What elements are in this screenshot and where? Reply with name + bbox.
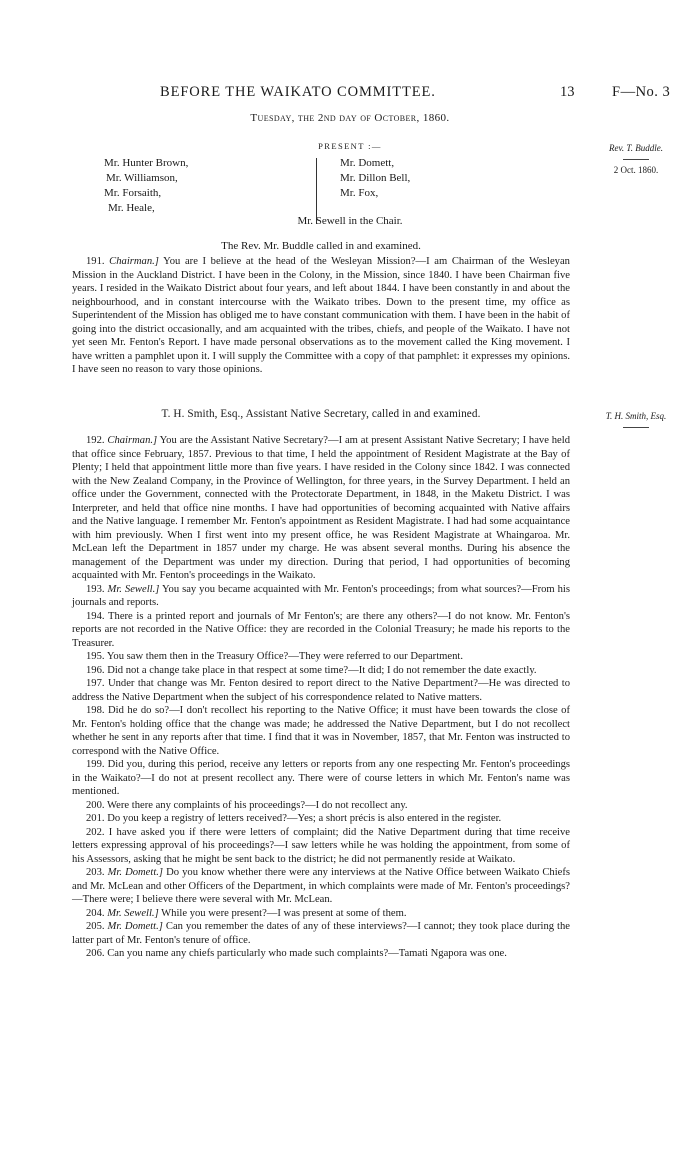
testimony-paragraph (72, 866, 570, 907)
chair-line: Mr. Sewell in the Chair. (297, 215, 403, 227)
testimony-paragraph (72, 583, 570, 610)
testimony-buddle (72, 255, 570, 377)
paragraph-text: Were there any complaints of his proceedings?—I do not recollect any. (107, 799, 408, 811)
testimony-paragraph (72, 799, 570, 813)
testimony-paragraph (72, 704, 570, 758)
speaker-label: Chairman.] (107, 435, 158, 446)
question-number: 205. (86, 921, 105, 932)
paragraph-text: You are the Assistant Native Secretary?—I am at present Assistant Native Secretary; I have held that office since February, 1857. Previous to that time, I held the appointment of Resident Magistrate at the Bay of Plenty; I held that appointment little more than five years. I have resided in the Colony since 1842. I was connected with the New Zealand Company, in the Province of Wellington, for three years, in the Survey Department. I held an office under the Government, connected with the Protectorate Department, in 1848, in the Maketu District. I was Interpreter, and held that office nine months. I have had opportunities of becoming acquainted with Native affairs and the Native language. I remember Mr. Fenton's appointment as Resident Magistrate. I had had some acquaintance with him previously. When I first went into my present office, he was Resident Magistrate at Whaingaroa. Mr. McLean left the Department in 1857 under my charge. He was absent several months. During his absence the management of the Department was under my direction. During that period, I had opportunities of becoming acquainted with Mr. Fenton's proceedings in the Waikato. (72, 435, 571, 581)
member-name: Mr. Williamson, (106, 172, 178, 184)
page-number: 13 (560, 84, 575, 100)
member-name: Mr. Heale, (108, 202, 155, 214)
question-number: 194. (86, 610, 105, 622)
paragraph-text: Do you know whether there were any interviews at the Native Office between Waikato Chiefs and Mr. McLean and other Officers of the Department, in which complaints were made of Mr. Fenton's proceedings?—There were; I believe there were several with Mr. McLean. (72, 867, 570, 905)
sitting-date: Tuesday, the 2nd day of October, 1860. (250, 112, 450, 124)
question-number: 203. (86, 867, 105, 878)
testimony-paragraph (72, 812, 570, 826)
paragraph-text: Did you, during this period, receive any letters or reports from any one respecting Mr. Fenton's proceedings in the Waikato?—I do not at present recollect any. There were of course letters in which Mr. Fenton's name was mentioned. (72, 759, 570, 797)
question-number: 199. (86, 759, 105, 770)
testimony-paragraph (72, 677, 570, 704)
member-name: Mr. Dillon Bell, (340, 172, 411, 184)
paragraph-text: Can you remember the dates of any of these interviews?—I cannot; they took place during the latter part of Mr. Fenton's tenure of office. (72, 921, 570, 946)
speaker-label: Mr. Sewell.] (107, 907, 159, 919)
paragraph-text: There is a printed report and journals of Mr Fenton's; are there any others?—I do not know. Mr. Fenton's reports are not recorded in the Native Office: they are recorded in the Colonial Treasury; he made his reports to the Treasurer. (72, 610, 570, 649)
margin-rule (623, 159, 649, 160)
question-number: 197. (86, 678, 105, 689)
testimony-paragraph (72, 664, 570, 678)
member-name: Mr. Domett, (340, 157, 395, 169)
member-name: Mr. Forsaith, (104, 187, 162, 199)
speaker-label: Mr. Domett.] (107, 921, 163, 932)
question-number: 193. (86, 583, 105, 595)
testimony-paragraph (72, 947, 570, 961)
margin-rule (623, 427, 649, 428)
testimony-paragraph (72, 758, 570, 799)
question-number: 192. (86, 435, 105, 446)
paragraph-text: You saw them then in the Treasury Office?—They were referred to our Department. (106, 651, 463, 662)
margin-note-smith (581, 410, 691, 432)
running-header-title: BEFORE THE WAIKATO COMMITTEE. (160, 84, 436, 100)
question-number: 191. (86, 256, 105, 267)
question-number: 204. (86, 907, 105, 919)
speaker-label: Mr. Domett.] (107, 867, 164, 878)
document-number: F—No. 3 (612, 84, 671, 100)
margin-witness-name: T. H. Smith, Esq. (605, 411, 667, 421)
members-left-column (104, 156, 188, 216)
members-right-column (340, 156, 410, 201)
question-number: 196. (86, 664, 105, 676)
testimony-paragraph (72, 920, 570, 947)
question-number: 202. (86, 826, 105, 838)
question-number: 201. (86, 813, 105, 824)
speaker-label: Mr. Sewell.] (107, 583, 160, 595)
question-number: 195. (86, 651, 105, 662)
testimony-paragraph (72, 255, 570, 377)
paragraph-text: I have asked you if there were letters of complaint; did the Native Department during that time receive letters expressing approval of his proceedings?—I saw letters while he was holding the appointment, from some of his Assessors, asking that he might be sent back to the district; he did not permanently reside at Waikato. (72, 826, 570, 865)
paragraph-text: While you were present?—I was present at some of them. (161, 907, 407, 919)
question-number: 206. (86, 948, 105, 959)
question-number: 198. (86, 705, 105, 716)
paragraph-text: You are I believe at the head of the Wesleyan Mission?—I am Chairman of the Wesleyan Mission in the Auckland District. I have been in the Colony, in the Mission, since 1840. I have been Chairman five years. I resided in the Waikato District about four years, and left about 1844. I have been constantly in and about the neighbourhood, and in constant intercourse with the Waikato tribes. Down to the present time, my office as Superintendent of the Mission has obliged me to have constant communication with them. I have been in the habit of going into the district occasionally, and am acquainted with the tribes, chiefs, and people of the Waikato. I have not yet seen Mr. Fenton's Report. I have made personal observations as to the movement called the King movement. I have written a pamphlet upon it. I will supply the Committee with a copy of that pamphlet: it expresses my opinions. I have seen no reason to vary those opinions. (72, 256, 570, 375)
witness-intro-buddle: The Rev. Mr. Buddle called in and examined. (221, 240, 421, 252)
paragraph-text: Under that change was Mr. Fenton desired to report direct to the Native Department?—He was directed to address the Native Department when the subject of his correspondence related to Native matters. (72, 678, 570, 703)
present-label: PRESENT :— (318, 141, 382, 151)
paragraph-text: Do you keep a registry of letters received?—Yes; a short précis is also entered in the register. (107, 813, 502, 824)
testimony-paragraph (72, 907, 570, 921)
member-name: Mr. Hunter Brown, (104, 157, 189, 169)
testimony-paragraph (72, 826, 570, 867)
paragraph-text: Did he do so?—I don't recollect his reporting to the Native Office; it must have been towards the close of Mr. Fenton's holding office that the change was made; he addressed the Native Department, but I do not recollect whether he sent in any reports after that time. I find that it was in November, 1857, that Mr. Fenton was instructed to correspond with the Native Office. (72, 705, 570, 757)
margin-witness-name: Rev. T. Buddle. (609, 143, 663, 153)
testimony-paragraph (72, 650, 570, 664)
margin-note-buddle (581, 142, 691, 177)
paragraph-text: Did not a change take place in that respect at some time?—It did; I do not remember the date exactly. (107, 664, 537, 676)
testimony-paragraph (72, 610, 570, 651)
member-name: Mr. Fox, (340, 187, 379, 199)
witness-intro-smith: T. H. Smith, Esq., Assistant Native Secretary, called in and examined. (161, 408, 481, 420)
margin-date: 2 Oct. 1860. (613, 165, 659, 175)
testimony-paragraph (72, 434, 570, 583)
paragraph-text: You say you became acquainted with Mr. Fenton's proceedings; from what sources?—From his journals and reports. (72, 583, 570, 608)
testimony-smith (72, 434, 570, 961)
question-number: 200. (86, 799, 105, 811)
speaker-label: Chairman.] (109, 256, 159, 267)
paragraph-text: Can you name any chiefs particularly who made such complaints?—Tamati Ngapora was one. (107, 948, 507, 959)
